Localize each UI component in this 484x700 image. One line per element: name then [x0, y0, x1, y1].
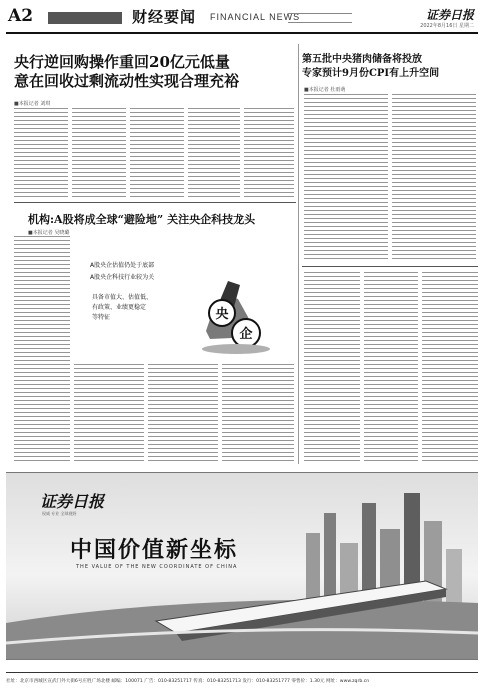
middle-headline: 机构:A股将成全球“避险地” 关注央企科技龙头: [28, 213, 256, 226]
right-text-column-1: [304, 94, 388, 262]
ad-subtitle: THE VALUE OF THE NEW COORDINATE OF CHINA: [76, 564, 238, 570]
page-number: A2: [8, 6, 34, 26]
middle-text-column-1: [14, 236, 70, 464]
section-subtitle: FINANCIAL NEWS: [210, 12, 301, 22]
lead-headline-line1: 央行逆回购操作重回20亿元低量: [14, 53, 230, 71]
right-byline: ■本报记者 杜雨萌: [304, 87, 346, 93]
lead-headline-line2: 意在回收过剩流动性实现合理充裕: [14, 72, 240, 90]
middle-byline: ■本报记者 吴晓璐: [28, 230, 70, 236]
newspaper-logo: 证券日报: [425, 8, 474, 22]
stack-char-1: 央: [215, 307, 229, 322]
middle-text-column-4: [222, 364, 294, 464]
lead-text-column-3: [130, 108, 184, 198]
highlight-body-line3: 等特征: [92, 314, 111, 321]
advertisement-banner: [6, 472, 478, 660]
section-decor-bar: [48, 12, 122, 24]
right-headline-line2: 专家预计9月份CPI有上升空间: [302, 68, 440, 79]
column-divider: [298, 44, 299, 464]
lead-byline: ■本报记者 刘琪: [14, 101, 51, 107]
right-text-column-5: [422, 272, 478, 462]
right-section-rule: [302, 266, 478, 267]
section-title: 财经要闻: [132, 8, 197, 26]
page-header: [6, 4, 478, 34]
page-footer: 社址：北京市西城区宣武门外大街6号庄胜广场北楼 邮编：100071 广告：010-83251717 传真：010-83251713 发行：010-83251777 零售价：1.30元 网址：www.zqrb.cn: [6, 672, 478, 684]
lead-text-column-2: [72, 108, 126, 198]
right-headline: [302, 53, 439, 81]
stack-char-2: 企: [239, 327, 253, 342]
lead-text-column-1: [14, 108, 68, 198]
middle-text-column-3: [148, 364, 218, 464]
issue-date: 2022年8月16日 星期二: [420, 23, 474, 29]
right-headline-line1: 第五批中央猪肉储备将投放: [302, 54, 422, 65]
coin-stack-icon: [182, 267, 282, 357]
highlight-body-line1: 具备市值大、估值低、: [92, 294, 153, 301]
highlight-line-1: A股央企估值仍处于底部: [90, 262, 155, 269]
lead-headline: [14, 53, 239, 91]
ad-logo: 证券日报: [40, 492, 105, 511]
middle-section-rule: [14, 202, 296, 203]
right-text-column-2: [392, 94, 476, 262]
ad-headline: 中国价值新坐标: [70, 537, 239, 563]
highlight-line-2: A股央企科技行业较为关: [90, 274, 155, 281]
coin-stack-illustration: [182, 267, 282, 357]
right-text-column-3: [304, 272, 360, 462]
lead-text-column-4: [188, 108, 240, 198]
highlight-body-line2: 有政策、业绩更稳定: [92, 304, 147, 311]
middle-text-column-2: [74, 364, 144, 464]
ad-logo-tagline: 权威 专业 全球视野: [42, 511, 77, 516]
header-rule: [288, 13, 352, 23]
right-text-column-4: [364, 272, 418, 462]
highlight-body: [92, 293, 152, 323]
highlight-box: [74, 253, 290, 361]
lead-text-column-5: [244, 108, 294, 198]
